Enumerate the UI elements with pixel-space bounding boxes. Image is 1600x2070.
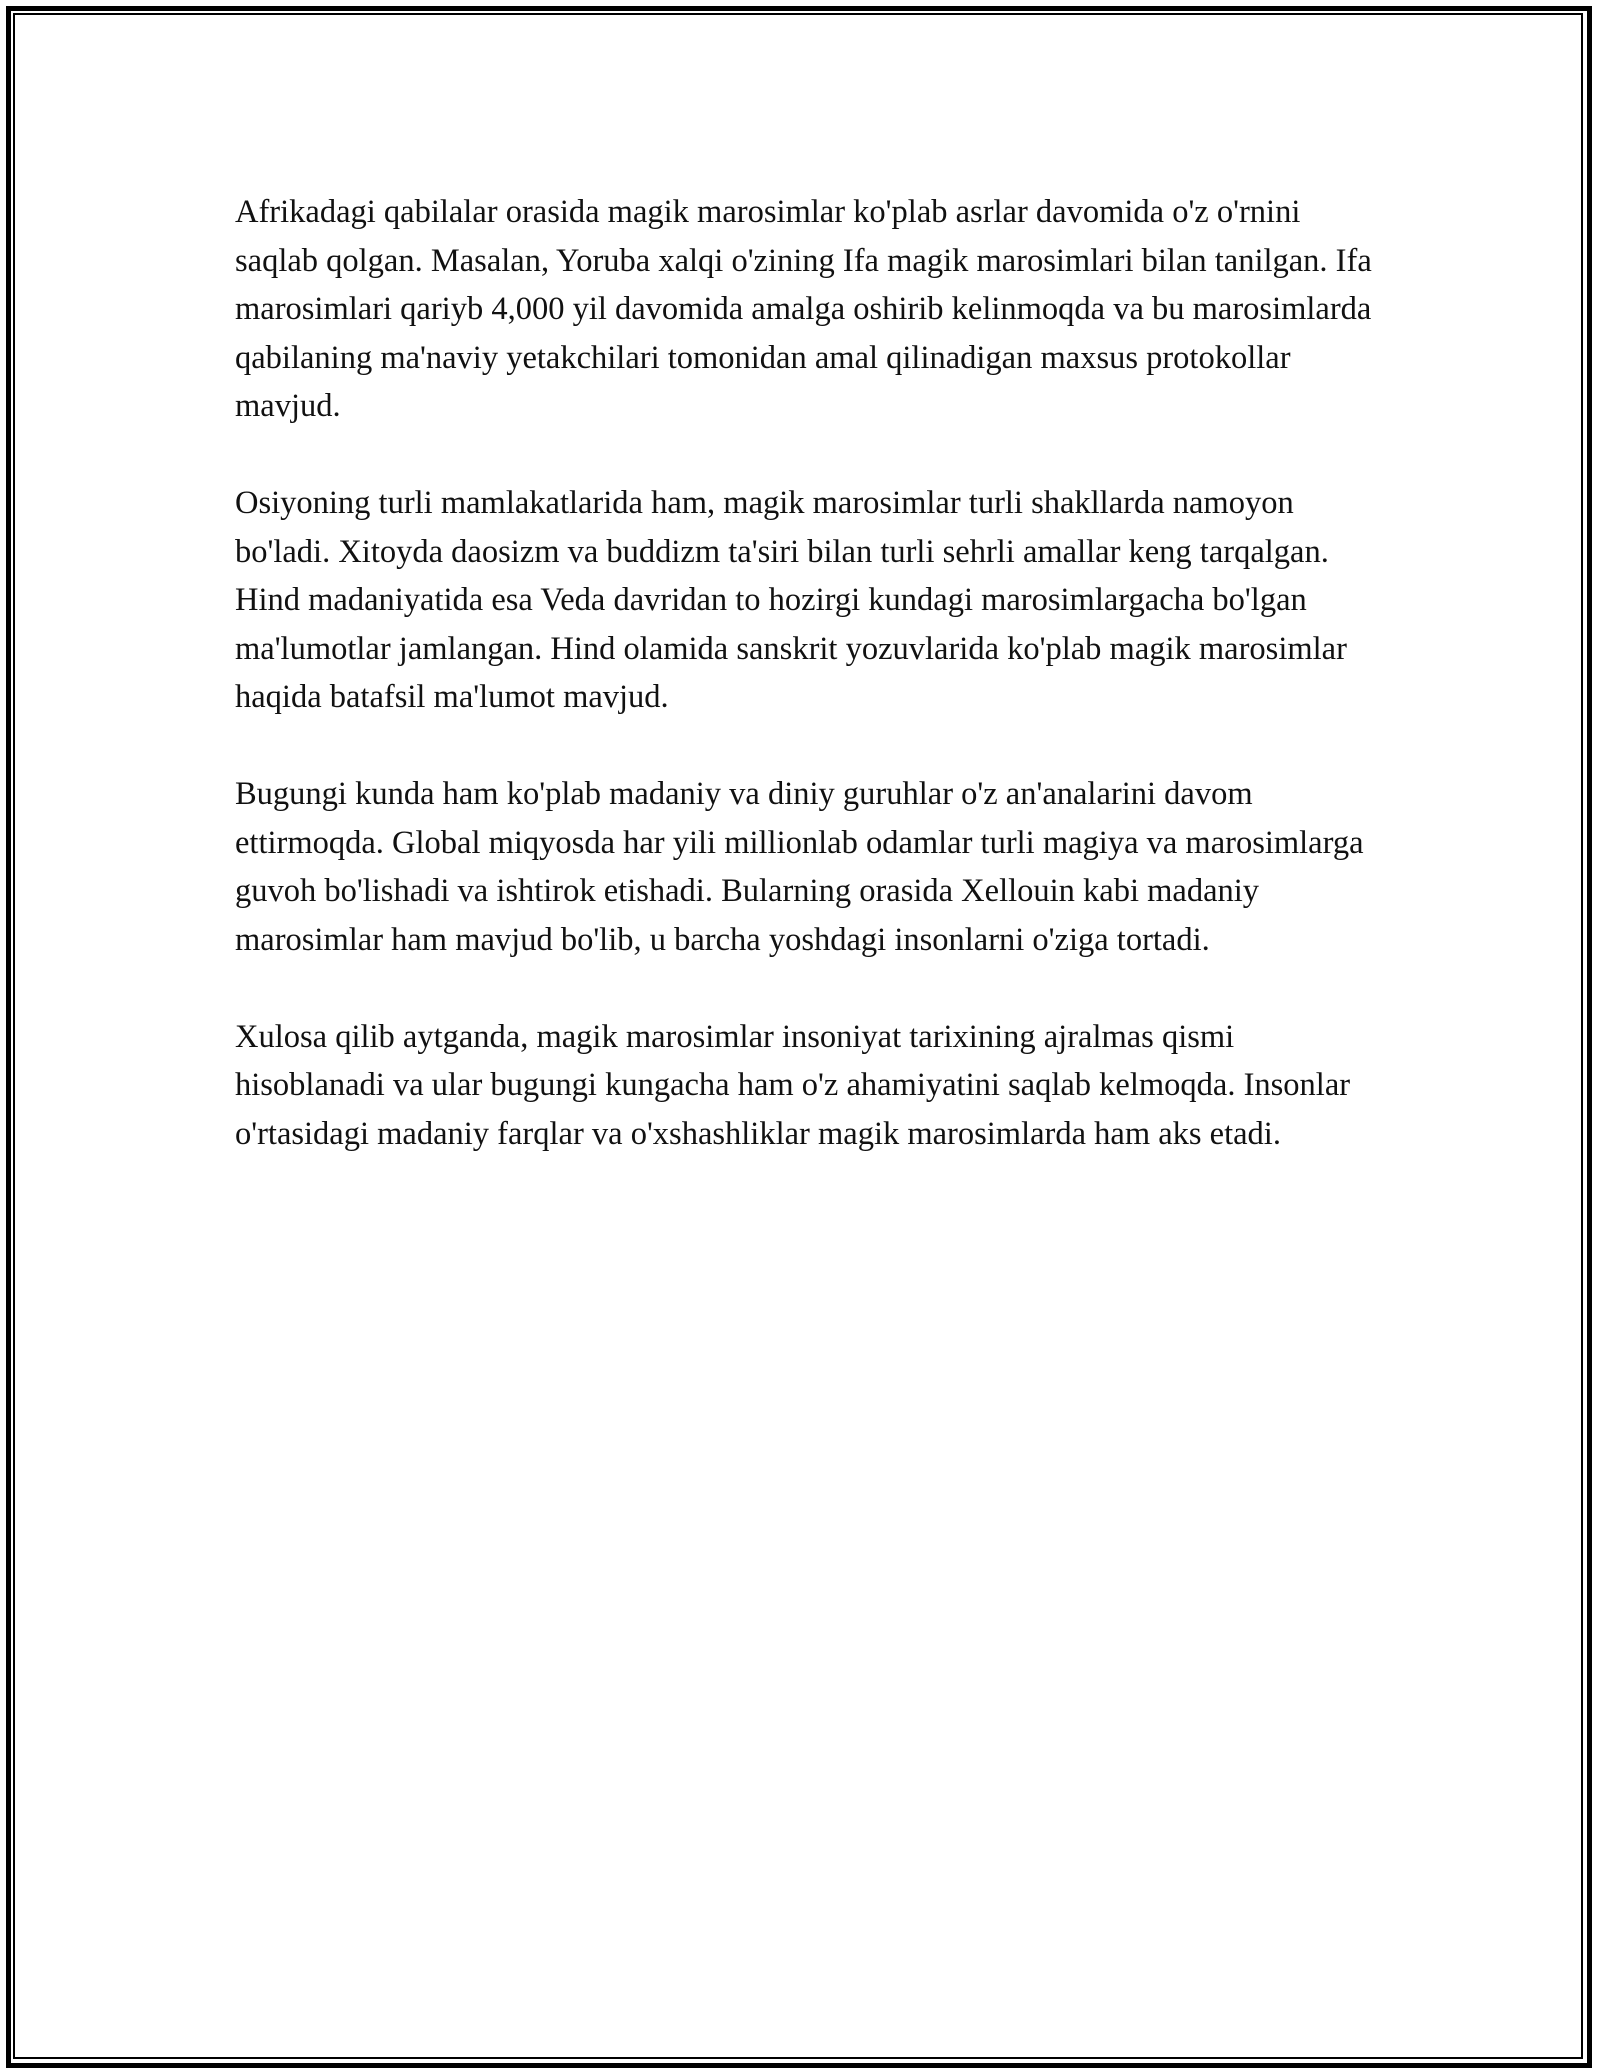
paragraph-modern-traditions: Bugungi kunda ham ko'plab madaniy va diniy guruhlar o'z an'analarini davom ettirmoqda. Global miqyosda har yili millionlab odamlar turli magiya va marosimlarga guvoh bo'lishadi va ishtirok etishadi. Bularning orasida Xellouin kabi madaniy marosimlar ham mavjud bo'lib, u barcha yoshdagi insonlarni o'ziga tortadi. (235, 776, 1364, 958)
document-body (235, 188, 1375, 1207)
paragraph-asian-rituals: Osiyoning turli mamlakatlarida ham, magik marosimlar turli shakllarda namoyon bo'ladi. Xitoyda daosizm va buddizm ta'siri bilan turli sehrli amallar keng tarqalgan. Hind madaniyatida esa Veda davridan to hozirgi kundagi marosimlargacha bo'lgan ma'lumotlar jamlangan. Hind olamida sanskrit yozuvlarida ko'plab magik marosimlar haqida batafsil ma'lumot mavjud. (235, 485, 1347, 715)
paragraph-african-rituals: Afrikadagi qabilalar orasida magik marosimlar ko'plab asrlar davomida o'z o'rnini saqlab qolgan. Masalan, Yoruba xalqi o'zining Ifa magik marosimlari bilan tanilgan. Ifa marosimlari qariyb 4,000 yil davomida amalga oshirib kelinmoqda va bu marosimlarda qabilaning ma'naviy yetakchilari tomonidan amal qilinadigan maxsus protokollar mavjud. (235, 194, 1372, 424)
paragraph-conclusion: Xulosa qilib aytganda, magik marosimlar insoniyat tarixining ajralmas qismi hisoblanadi va ular bugungi kungacha ham o'z ahamiyatini saqlab kelmoqda. Insonlar o'rtasidagi madaniy farqlar va o'xshashliklar magik marosimlarda ham aks etadi. (235, 1018, 1351, 1152)
